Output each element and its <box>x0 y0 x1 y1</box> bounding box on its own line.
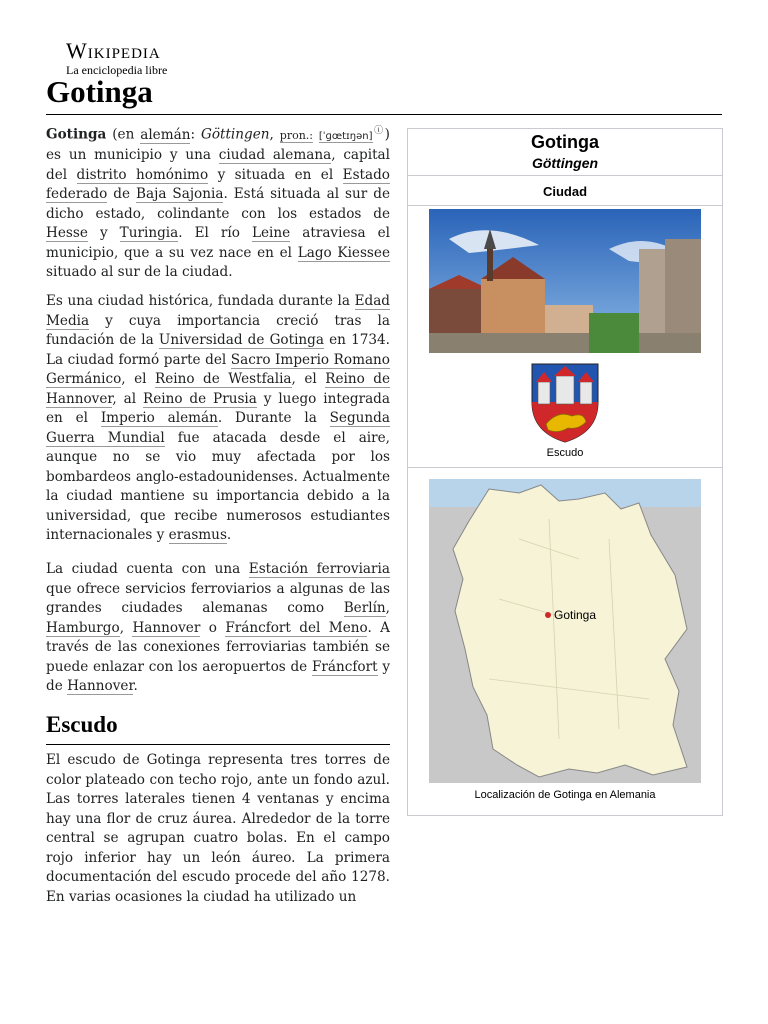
link-hesse[interactable]: Hesse <box>46 225 88 242</box>
text: , capital del <box>46 147 390 183</box>
native-term: Göttingen <box>200 126 270 143</box>
link-ciudad-alemana[interactable]: ciudad alemana <box>218 147 332 164</box>
link-lago-kiessee[interactable]: Lago Kiessee <box>297 244 390 261</box>
map-caption: Localización de Gotinga en Alemania <box>474 789 656 801</box>
text: que ofrece servicios ferroviarios a algunas de las grandes ciudades alemanas como <box>46 580 390 616</box>
text: atraviesa el municipio, que a su vez nace en el <box>46 225 391 261</box>
link-erasmus[interactable]: erasmus <box>168 527 227 543</box>
text: y de <box>46 658 390 694</box>
infobox-type: Ciudad <box>542 184 588 199</box>
infobox-images-row <box>408 206 722 468</box>
bold-term: Gotinga <box>46 126 107 143</box>
link-hannover-2[interactable]: Hannover <box>67 678 134 694</box>
text: La ciudad cuenta con una <box>46 561 249 577</box>
text: y luego integrada en el <box>46 390 390 426</box>
text: (en <box>106 126 141 143</box>
logo-tagline: La enciclopedia libre <box>66 63 168 77</box>
link-turingia[interactable]: Turingia <box>119 225 179 242</box>
infobox-native-name: Göttingen <box>531 155 599 171</box>
link-pron[interactable]: pron.: <box>279 128 313 142</box>
infobox <box>407 128 723 816</box>
escudo-text: El escudo de Gotinga representa tres torres de color plateado con techo rojo, ante un fondo azul. Las torres laterales tienen 4 ventanas y encima hay una flor de cruz áurea. Alrededor de la torre central se agrupan cuatro bolas. En el campo rojo inferior hay un león áureo. La primera documentación del escudo procede del año 1278. En varias ocasiones la ciudad ha utilizado un <box>46 752 390 905</box>
text: . Está situada al sur de dicho estado, colindante con los estados de <box>46 186 390 222</box>
germany-locator-map[interactable] <box>429 479 701 783</box>
text: . <box>226 527 232 543</box>
text: , <box>385 600 390 616</box>
intro-paragraph-3 <box>46 560 390 697</box>
coat-of-arms[interactable] <box>528 362 602 444</box>
text: : <box>190 126 201 143</box>
text: Es una ciudad histórica, fundada durante la <box>46 293 355 309</box>
gotinga-marker <box>545 612 551 618</box>
audio-icon[interactable]: ⓘ <box>372 126 385 136</box>
text: y cuya importancia creció tras la fundación de la <box>46 312 390 348</box>
link-sacro-imperio[interactable]: Sacro Imperio Romano Germánico <box>46 351 390 387</box>
text: de <box>107 186 137 203</box>
text: , <box>119 619 133 636</box>
intro-paragraph-1 <box>46 122 390 283</box>
infobox-header <box>408 129 722 176</box>
text: , al <box>112 390 143 407</box>
text: , el <box>121 371 155 387</box>
text: y situada en el <box>208 166 343 183</box>
text: fue atacada desde el aire, aunque no se vio muy afectada por los bombardeos anglo-estadounidenses. Actualmente la ciudad mantiene su importancia debido a la universidad, que recibe numerosos estudiantes internacionales y <box>46 429 391 543</box>
link-reino-westfalia[interactable]: Reino de Westfalia <box>154 371 292 387</box>
link-aleman[interactable]: alemán <box>140 126 191 143</box>
infobox-type-row <box>408 176 722 206</box>
text: . Durante la <box>217 410 330 426</box>
text: o <box>200 619 226 636</box>
link-francfort-meno[interactable]: Fráncfort del Meno <box>225 619 368 636</box>
link-leine[interactable]: Leine <box>251 225 291 242</box>
wikipedia-logo[interactable] <box>66 40 167 78</box>
text: . El río <box>178 225 252 242</box>
link-estacion[interactable]: Estación ferroviaria <box>248 561 390 577</box>
link-hamburgo[interactable]: Hamburgo <box>46 619 120 636</box>
coat-caption: Escudo <box>546 447 584 459</box>
text: y <box>87 225 120 242</box>
text: en 1734. La ciudad formó parte del <box>46 332 390 368</box>
page-title: Gotinga <box>46 74 153 109</box>
link-universidad[interactable]: Universidad de Gotinga <box>158 332 324 348</box>
link-segunda-guerra[interactable]: Segunda Guerra Mundial <box>46 410 390 446</box>
link-reino-hannover[interactable]: Reino de Hannover <box>46 371 390 407</box>
link-hannover[interactable]: Hannover <box>132 619 201 636</box>
text: . A través de las conexiones ferroviarias también se puede enlazar con los aeropuertos de <box>46 619 390 675</box>
link-distrito-homonimo[interactable]: distrito homónimo <box>76 166 209 183</box>
link-estado-federado[interactable]: Estado federado <box>46 166 390 203</box>
infobox-name: Gotinga <box>531 132 599 152</box>
link-berlin[interactable]: Berlín <box>343 600 386 616</box>
logo-wordmark: Wikipedia <box>66 38 161 63</box>
link-edad-media[interactable]: Edad Media <box>46 293 390 329</box>
link-ipa[interactable]: [ˈɡœtɪŋən] <box>318 130 373 142</box>
link-francfort[interactable]: Fráncfort <box>311 658 378 675</box>
text: , el <box>291 371 326 387</box>
link-reino-prusia[interactable]: Reino de Prusia <box>142 390 257 407</box>
map-marker-label: Gotinga <box>554 608 597 622</box>
text: . <box>133 678 138 694</box>
link-baja-sajonia[interactable]: Baja Sajonia <box>136 186 224 203</box>
city-photo[interactable] <box>429 209 701 353</box>
escudo-paragraph <box>46 751 390 907</box>
title-divider <box>46 114 722 115</box>
infobox-map-row <box>408 468 722 815</box>
text: situado al sur de la ciudad. <box>46 264 233 281</box>
text: ) es un municipio y una <box>46 126 390 164</box>
intro-paragraph-2 <box>46 292 390 546</box>
link-imperio-aleman[interactable]: Imperio alemán <box>100 410 218 426</box>
section-heading-escudo: Escudo <box>46 712 118 737</box>
section-divider <box>46 744 390 745</box>
text: , <box>269 126 280 143</box>
